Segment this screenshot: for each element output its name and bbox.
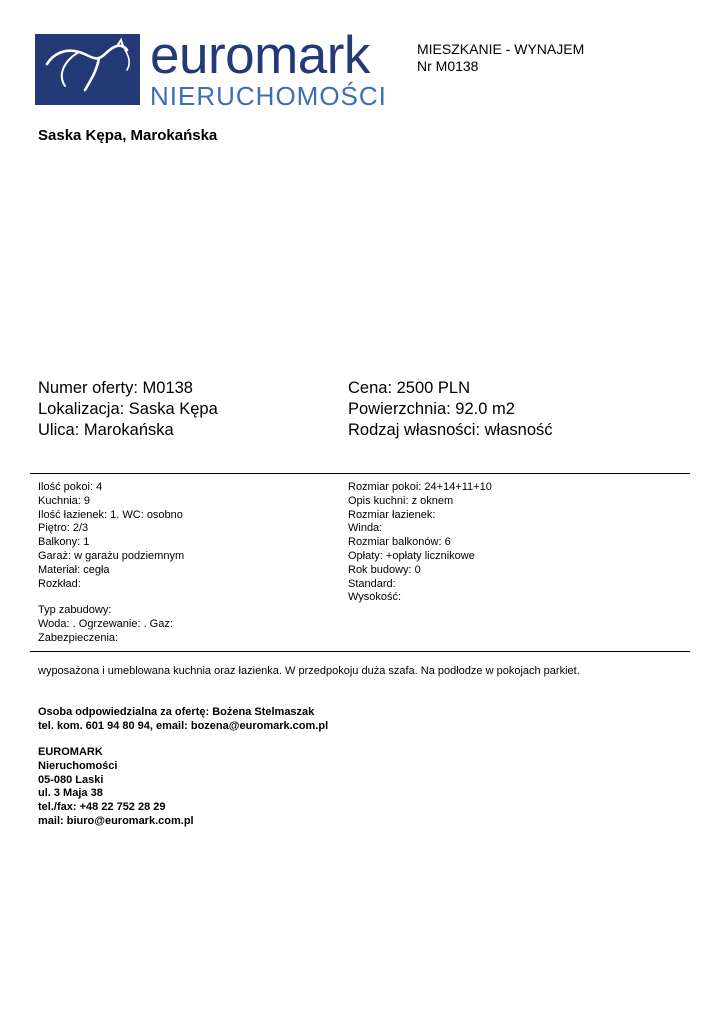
company-phone: tel./fax: +48 22 752 28 29 xyxy=(38,801,166,814)
detail-balcony-size: Rozmiar balkonów: 6 xyxy=(348,536,451,549)
contact-person: Osoba odpowiedzialna za ofertę: Bożena Stelmaszak xyxy=(38,706,315,718)
detail-kitchen-desc: Opis kuchni: z oknem xyxy=(348,494,454,507)
logo-mark xyxy=(35,34,140,105)
detail-bathrooms: Ilość łazienek: 1. WC: osobno xyxy=(38,508,183,521)
detail-building-type: Typ zabudowy: xyxy=(38,604,112,617)
offer-number: Nr M0138 xyxy=(417,58,479,74)
summary-ownership: Rodzaj własności: własność xyxy=(348,421,553,439)
divider-top xyxy=(30,473,690,474)
summary-offer-number: Numer oferty: M0138 xyxy=(38,379,193,397)
offer-type: MIESZKANIE - WYNAJEM xyxy=(417,41,585,57)
detail-elevator: Winda: xyxy=(348,522,383,535)
company-name: EUROMARK xyxy=(38,746,103,758)
contact-block xyxy=(38,705,328,733)
detail-height: Wysokość: xyxy=(348,591,402,604)
summary-left xyxy=(38,378,218,441)
details-left xyxy=(38,481,184,646)
detail-floor: Piętro: 2/3 xyxy=(38,522,89,535)
detail-fees: Opłaty: +opłaty licznikowe xyxy=(348,549,475,562)
company-block xyxy=(38,746,194,829)
company-postal: 05-080 Laski xyxy=(38,773,104,786)
company-subtitle: Nieruchomości xyxy=(38,759,118,772)
detail-standard: Standard: xyxy=(348,577,396,590)
detail-build-year: Rok budowy: 0 xyxy=(348,563,421,576)
detail-room-sizes: Rozmiar pokoi: 24+14+11+10 xyxy=(348,481,492,493)
logo-subtitle: NIERUCHOMOŚCI xyxy=(150,81,387,111)
detail-material: Materiał: cegła xyxy=(38,563,110,576)
kangaroo-icon xyxy=(35,34,140,105)
summary-street: Ulica: Marokańska xyxy=(38,421,174,439)
contact-phone: tel. kom. 601 94 80 94, email: bozena@euromark.com.pl xyxy=(38,720,329,732)
page-title: Saska Kępa, Marokańska xyxy=(38,127,218,144)
summary-right xyxy=(348,378,553,441)
detail-layout: Rozkład: xyxy=(38,577,81,590)
company-email: mail: biuro@euromark.com.pl xyxy=(38,814,194,827)
detail-kitchen: Kuchnia: 9 xyxy=(38,494,90,507)
logo-brand: euromark xyxy=(150,26,370,85)
detail-balconies: Balkony: 1 xyxy=(38,536,90,549)
divider-bottom xyxy=(30,651,690,652)
description: wyposażona i umeblowana kuchnia oraz łazienka. W przedpokoju duża szafa. Na podłodze w pokojach parkiet. xyxy=(38,665,580,677)
summary-price: Cena: 2500 PLN xyxy=(348,379,471,397)
detail-security: Zabezpieczenia: xyxy=(38,631,119,644)
company-street: ul. 3 Maja 38 xyxy=(38,787,103,800)
offer-header xyxy=(417,41,584,75)
summary-area: Powierzchnia: 92.0 m2 xyxy=(348,400,515,418)
detail-utilities: Woda: . Ogrzewanie: . Gaz: xyxy=(38,618,173,631)
detail-bathroom-size: Rozmiar łazienek: xyxy=(348,508,436,521)
detail-rooms: Ilość pokoi: 4 xyxy=(38,481,103,493)
summary-location: Lokalizacja: Saska Kępa xyxy=(38,400,218,418)
detail-garage: Garaż: w garażu podziemnym xyxy=(38,549,185,562)
details-right xyxy=(348,481,492,605)
